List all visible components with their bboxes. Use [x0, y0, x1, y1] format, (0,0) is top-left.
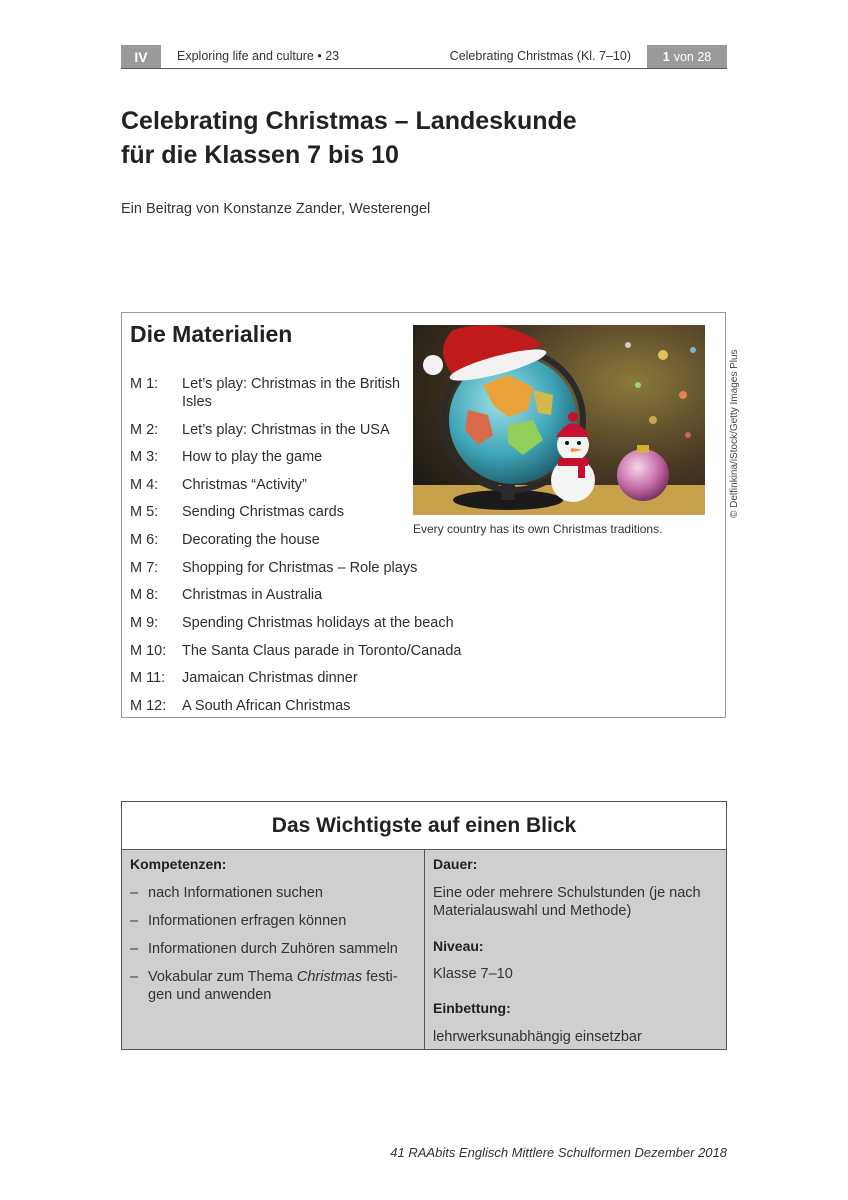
globe-illustration	[413, 325, 705, 515]
item-number: M 11:	[130, 670, 166, 686]
competence-text-part: Vokabular zum Thema	[148, 969, 297, 985]
item-text: Shopping for Christmas – Role plays	[182, 560, 418, 576]
page-current: 1	[662, 49, 670, 64]
item-text: How to play the game	[182, 449, 323, 465]
item-text: Let’s play: Christmas in the USA	[182, 422, 390, 438]
item-number: M 12:	[130, 698, 167, 714]
item-number: M 10:	[130, 643, 167, 659]
item-text: Let’s play: Christmas in the British Isles	[182, 376, 401, 410]
competence-text-line2: gen und anwenden	[148, 987, 272, 1003]
embedding-text: lehrwerksunabhängig einsetzbar	[433, 1029, 642, 1045]
materials-heading: Die Materialien	[130, 321, 293, 347]
page-total: von 28	[673, 49, 712, 64]
running-header	[121, 45, 727, 69]
item-text: Spending Christmas holidays at the beach	[182, 615, 454, 631]
duration-line-2: Materialauswahl und Methode)	[433, 903, 632, 919]
item-text: Jamaican Christmas dinner	[182, 670, 358, 686]
duration-text	[433, 884, 701, 920]
competences-label: Kompetenzen:	[130, 856, 227, 872]
item-text: Sending Christmas cards	[182, 504, 344, 520]
item-text: Christmas in Australia	[182, 587, 323, 603]
item-number: M 7:	[130, 560, 159, 576]
series-label: Exploring life and culture • 23	[177, 49, 340, 63]
title-line-1: Celebrating Christmas – Landeskunde	[121, 107, 577, 135]
item-number: M 9:	[130, 615, 159, 631]
overview-box	[121, 801, 727, 1050]
overview-title: Das Wichtigste auf einen Blick	[122, 802, 726, 850]
photo-caption: Every country has its own Christmas traditions.	[413, 522, 663, 536]
item-text: Decorating the house	[182, 532, 320, 548]
item-text: Christmas “Activity”	[182, 477, 307, 493]
materials-box	[121, 312, 726, 718]
competence-text: Informationen durch Zuhören sammeln	[148, 941, 398, 957]
item-number: M 8:	[130, 587, 159, 603]
details-column	[425, 850, 726, 1049]
competences-column: Kompetenzen: – nach Informationen suchen – Informationen erfragen können – Informationen durch Zuhören sammeln – Vokabular zum Thema Christmas festi- gen und anwenden	[122, 850, 425, 1049]
item-number: M 3:	[130, 449, 159, 465]
duration-line-1: Eine oder mehrere Schulstunden (je nach	[433, 885, 701, 901]
competence-text-italic: Christmas	[296, 969, 363, 985]
competence-text: Informationen erfragen können	[148, 913, 347, 929]
item-text: A South African Christmas	[182, 698, 351, 714]
item-number: M 1:	[130, 376, 159, 392]
photo-credit-text: © Delfinkina/iStock/Getty Images Plus	[729, 349, 740, 518]
competence-text: nach Informationen suchen	[148, 885, 323, 901]
section-badge: IV	[121, 45, 161, 68]
page-indicator	[647, 45, 727, 68]
item-text: The Santa Claus parade in Toronto/Canada	[182, 643, 462, 659]
topic-label: Celebrating Christmas (Kl. 7–10)	[449, 49, 631, 63]
competence-text-part: festi-	[362, 969, 398, 985]
item-number: M 5:	[130, 504, 159, 520]
competence-text	[148, 968, 420, 1004]
page-footer: 41 RAAbits Englisch Mittlere Schulformen Dezember 2018	[390, 1145, 727, 1160]
item-number: M 6:	[130, 532, 159, 548]
embedding-label: Einbettung:	[433, 1000, 511, 1016]
level-label: Niveau:	[433, 938, 484, 954]
byline: Ein Beitrag von Konstanze Zander, Westerengel	[121, 201, 431, 217]
item-number: M 4:	[130, 477, 159, 493]
level-text: Klasse 7–10	[433, 966, 513, 982]
christmas-globe-photo	[413, 325, 705, 515]
item-number: M 2:	[130, 422, 159, 438]
duration-label: Dauer:	[433, 856, 478, 872]
page-title	[121, 104, 681, 172]
title-line-2: für die Klassen 7 bis 10	[121, 141, 399, 169]
